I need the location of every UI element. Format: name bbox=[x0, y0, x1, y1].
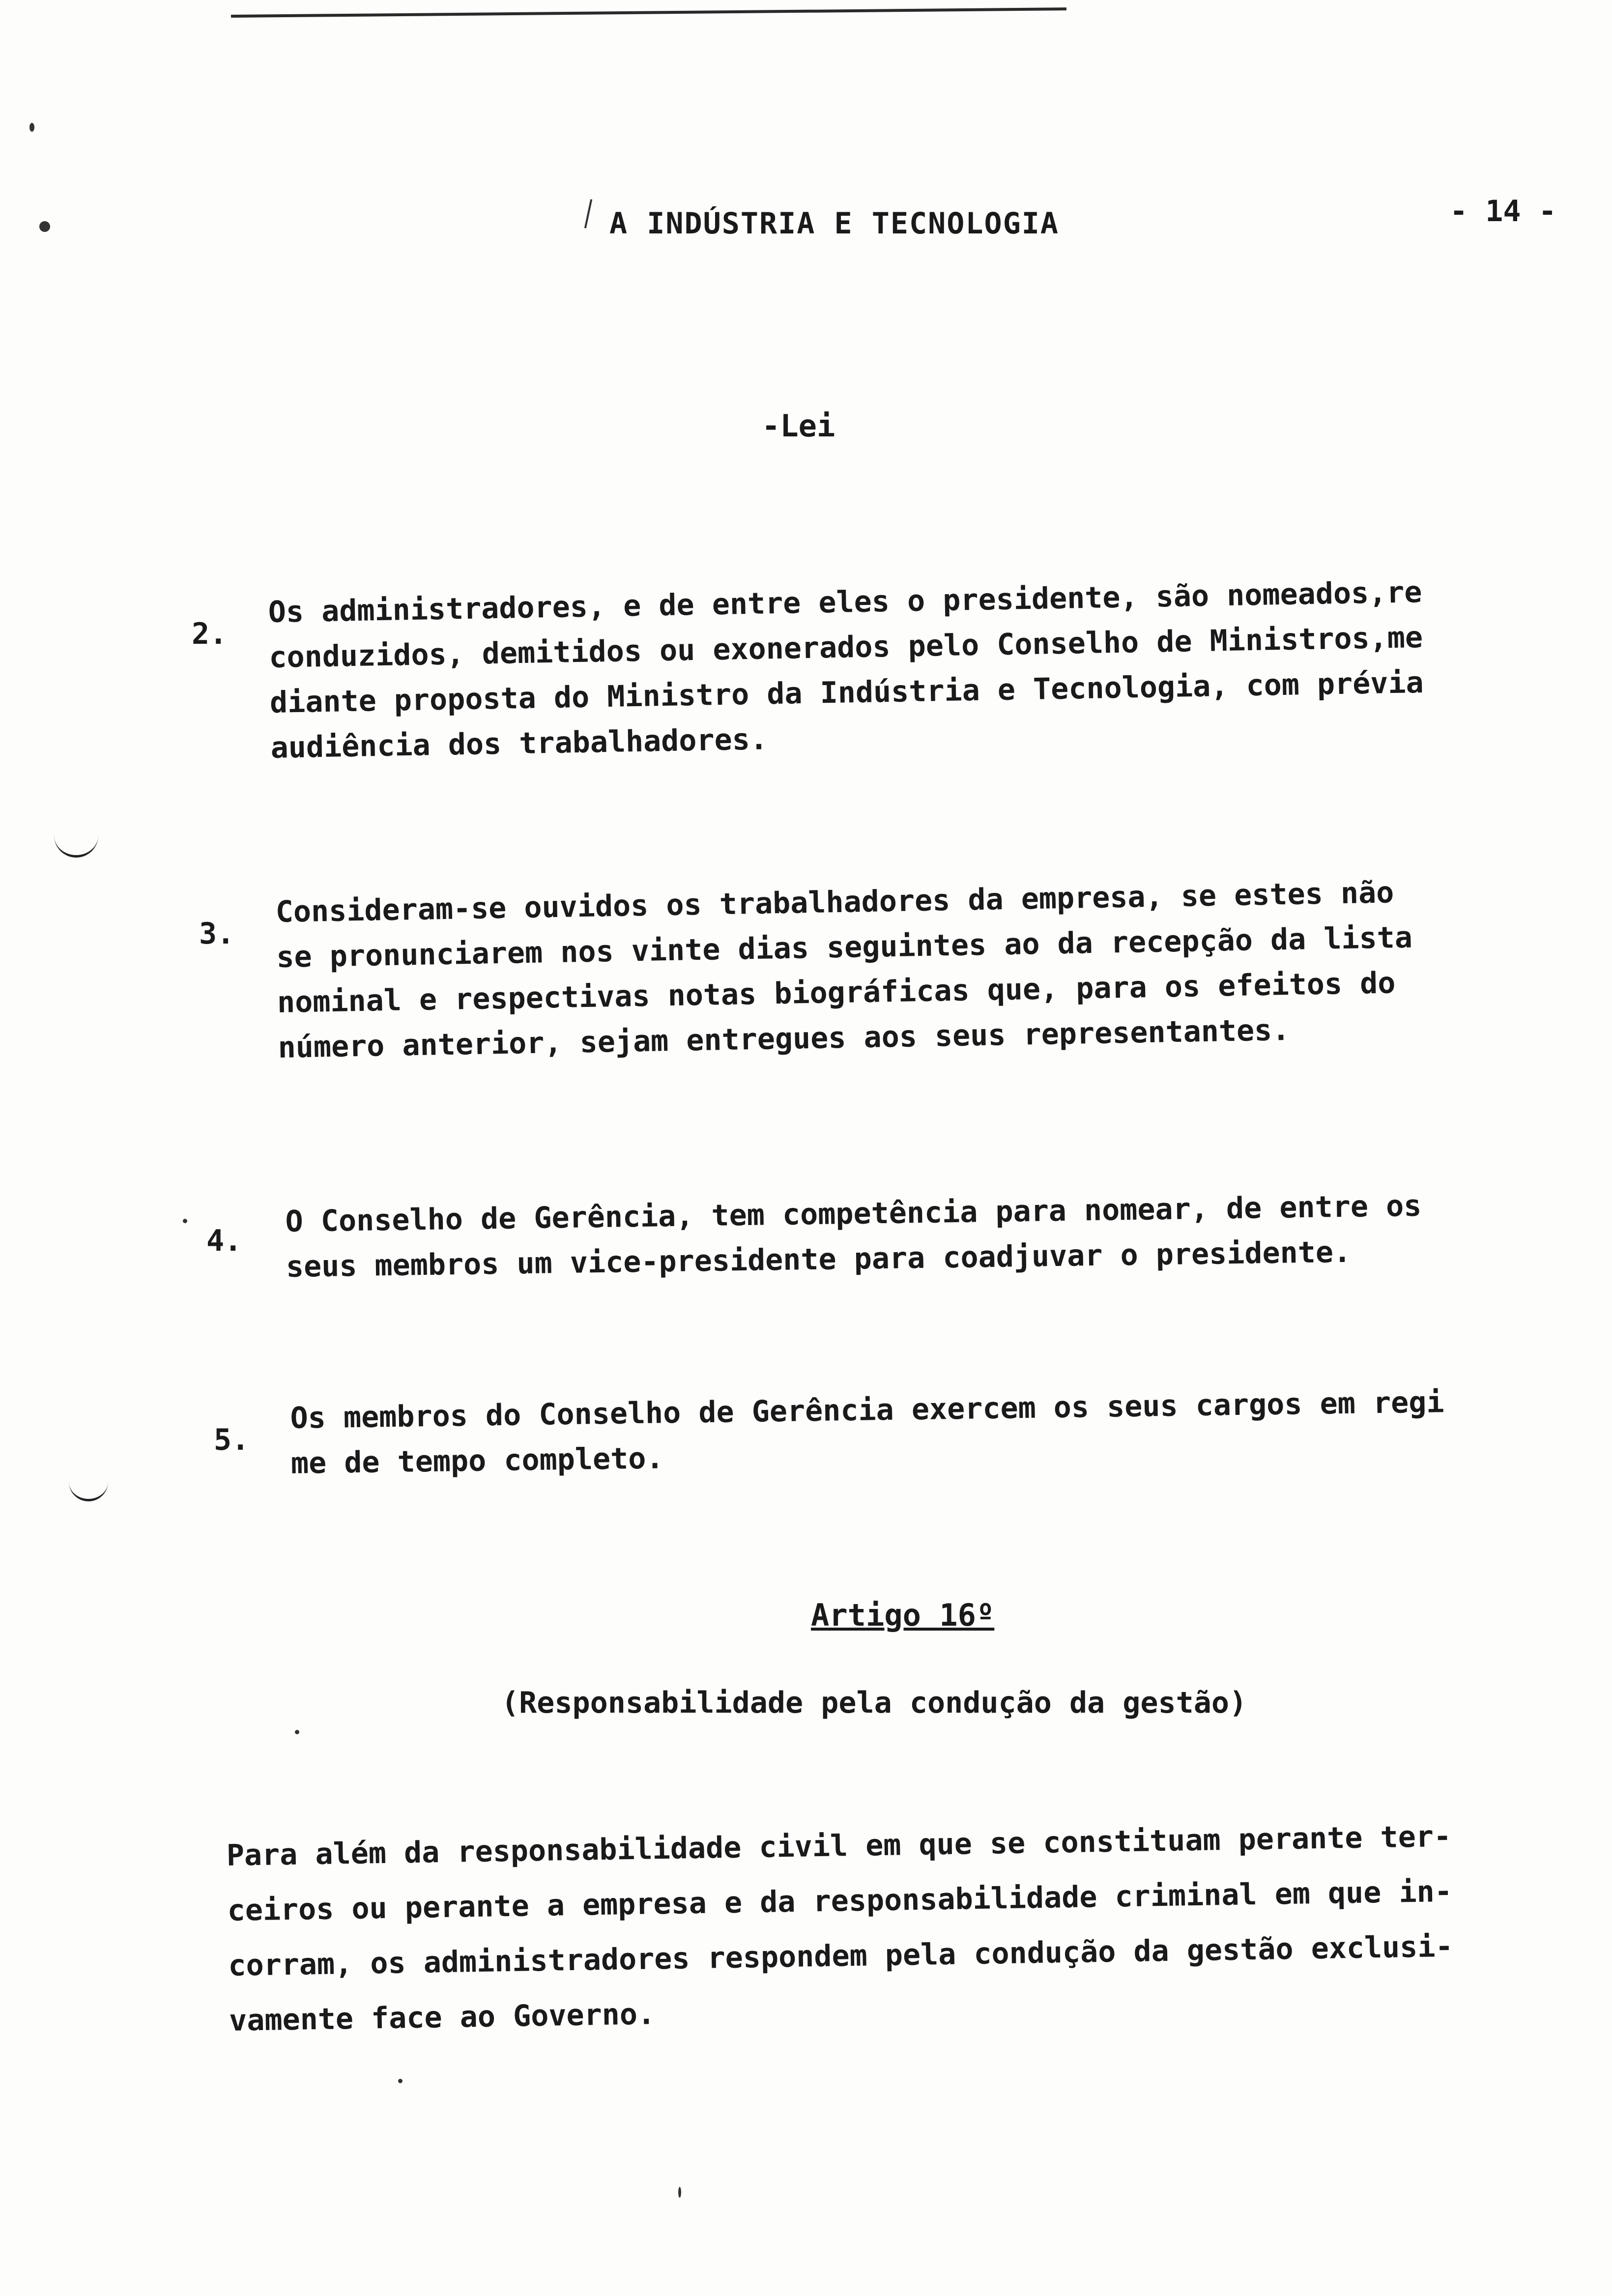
item-line: nominal e respectivas notas biográficas que, para os efeitos do bbox=[277, 966, 1396, 1020]
article-paragraph bbox=[226, 1809, 1454, 2048]
article-heading: Artigo 16º bbox=[811, 1597, 995, 1633]
item-line: conduzidos, demitidos ou exonerados pelo Conselho de Ministros,me bbox=[268, 620, 1423, 675]
scan-speck bbox=[678, 2187, 681, 2198]
top-rule-line bbox=[231, 7, 1066, 18]
margin-mark bbox=[69, 1474, 108, 1501]
item-number: 2. bbox=[192, 617, 228, 651]
header-pen-mark bbox=[584, 199, 592, 229]
article-subtitle: (Responsabilidade pela condução da gestão) bbox=[501, 1686, 1247, 1720]
scan-speck bbox=[295, 1730, 299, 1734]
item-line: audiência dos trabalhadores. bbox=[270, 722, 768, 765]
item-line: se pronunciarem nos vinte dias seguintes ao da recepção da lista bbox=[276, 920, 1413, 975]
item-number: 3. bbox=[199, 917, 235, 951]
page-header-title: A INDÚSTRIA E TECNOLOGIA bbox=[609, 206, 1059, 241]
item-line: me de tempo completo. bbox=[290, 1441, 664, 1481]
paragraph-line: vamente face ao Governo. bbox=[229, 1997, 656, 2038]
list-item bbox=[285, 1183, 1422, 1290]
paragraph-line: ceiros ou perante a empresa e da responsabilidade criminal em que in- bbox=[227, 1874, 1453, 1928]
list-item bbox=[268, 570, 1425, 771]
item-line: Os membros do Conselho de Gerência exercem os seus cargos em regi bbox=[290, 1385, 1444, 1435]
item-line: O Conselho de Gerência, tem competência para nomear, de entre os bbox=[285, 1188, 1422, 1239]
paragraph-line: Para além da responsabilidade civil em que se constituam perante ter- bbox=[226, 1819, 1452, 1873]
list-item bbox=[275, 870, 1414, 1070]
item-line: Os administradores, e de entre eles o presidente, são nomeados,re bbox=[268, 575, 1423, 630]
item-line: diante proposta do Ministro da Indústria e Tecnologia, com prévia bbox=[269, 665, 1424, 720]
paragraph-line: corram, os administradores respondem pela condução da gestão exclusi- bbox=[228, 1929, 1454, 1983]
margin-mark bbox=[54, 835, 98, 858]
item-number: 5. bbox=[214, 1423, 250, 1457]
item-number: 4. bbox=[206, 1224, 242, 1258]
lei-heading: -Lei bbox=[762, 408, 835, 444]
item-line: número anterior, sejam entregues aos seus representantes. bbox=[278, 1013, 1290, 1065]
page-number: - 14 - bbox=[1450, 194, 1556, 229]
scan-speck bbox=[183, 1219, 187, 1223]
item-line: Consideram-se ouvidos os trabalhadores da empresa, se estes não bbox=[275, 875, 1394, 929]
list-item bbox=[290, 1379, 1445, 1486]
item-line: seus membros um vice-presidente para coadjuvar o presidente. bbox=[286, 1234, 1352, 1284]
scan-speck bbox=[29, 123, 34, 132]
scan-speck bbox=[39, 221, 50, 232]
scan-speck bbox=[398, 2079, 403, 2083]
